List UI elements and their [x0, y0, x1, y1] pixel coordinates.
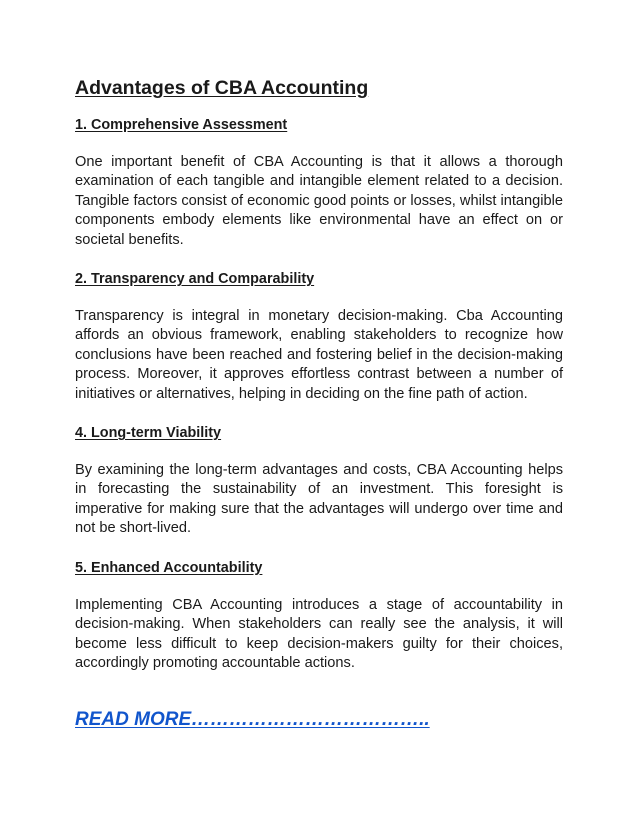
section-heading: 1. Comprehensive Assessment: [75, 117, 288, 133]
section-enhanced-accountability: [75, 559, 563, 674]
section-paragraph: By examining the long-term advantages and costs, CBA Accounting helps in forecasting the sustainability of an investment. This foresight is imperative for making sure that the advantages will undergo over time and not be short-lived.: [75, 462, 563, 537]
section-comprehensive-assessment: [75, 116, 563, 250]
document-page: [75, 76, 563, 693]
section-long-term-viability: [75, 424, 563, 539]
section-paragraph: One important benefit of CBA Accounting is that it allows a thorough examination of each tangible and intangible element related to a decision. Tangible factors consist of economic good points or losses, whilst intangible components embody elements like environmental have an effect on or societal benefits.: [75, 154, 563, 248]
section-paragraph: Transparency is integral in monetary decision-making. Cba Accounting affords an obvious framework, enabling stakeholders to recognize how conclusions have been reached and fostering belief in the decision-making process. Moreover, it approves effortless contrast between a number of initiatives or alternatives, helping in deciding on the fine path of action.: [75, 308, 563, 402]
read-more-link[interactable]: READ MORE………………………………..: [75, 709, 430, 730]
section-transparency-comparability: [75, 270, 563, 404]
section-paragraph: Implementing CBA Accounting introduces a stage of accountability in decision-making. When stakeholders can really see the analysis, it will become less difficult to keep decision-makers guilty for their choices, accordingly promoting accountable actions.: [75, 596, 563, 671]
section-heading: 2. Transparency and Comparability: [75, 271, 315, 288]
section-heading: 4. Long-term Viability: [75, 425, 222, 442]
section-heading: 5. Enhanced Accountability: [75, 559, 263, 576]
document-title: Advantages of CBA Accounting: [75, 77, 369, 99]
